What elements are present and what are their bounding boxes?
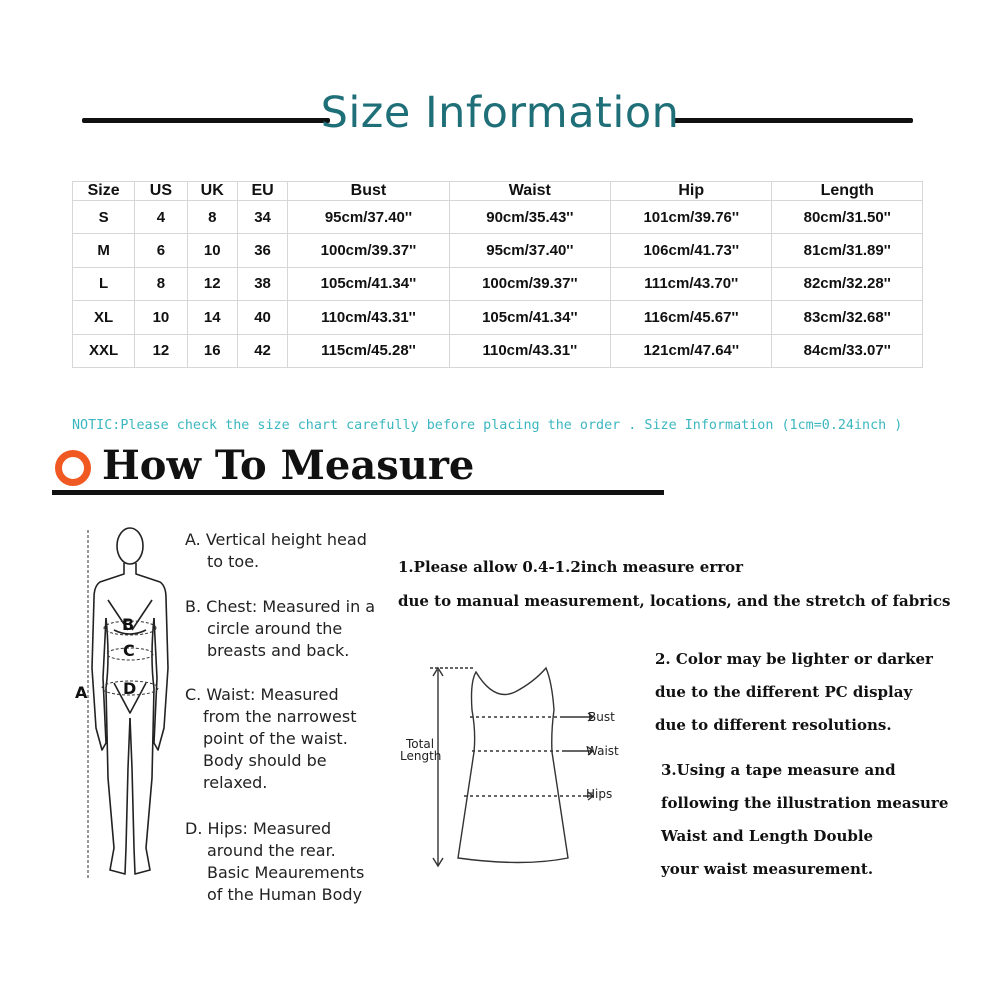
total-label-2: Length xyxy=(400,749,442,763)
table-cell: 8 xyxy=(187,201,237,234)
table-cell: XXL xyxy=(73,334,135,367)
column-header: EU xyxy=(237,182,287,201)
note-3-line-2: following the illustration measure xyxy=(661,794,949,812)
table-row xyxy=(73,334,923,367)
table-cell: 38 xyxy=(237,267,287,300)
definition-line: Body should be xyxy=(203,751,327,770)
table-cell: 84cm/33.07'' xyxy=(772,334,923,367)
table-cell: 110cm/43.31'' xyxy=(449,334,610,367)
size-notice: NOTIC:Please check the size chart carefully before placing the order . Size Information (1cm=0.24inch ) xyxy=(72,418,903,433)
table-cell: 95cm/37.40'' xyxy=(449,234,610,267)
note-3-line-4: your waist measurement. xyxy=(661,860,874,878)
table-cell: 111cm/43.70'' xyxy=(611,267,772,300)
section-title: How To Measure xyxy=(102,442,475,489)
table-cell: L xyxy=(73,267,135,300)
column-header: Bust xyxy=(288,182,449,201)
table-row xyxy=(73,201,923,234)
label-b: B xyxy=(122,615,135,634)
table-cell: 6 xyxy=(135,234,187,267)
definition-line: circle around the xyxy=(207,619,343,638)
table-cell: 40 xyxy=(237,301,287,334)
table-cell: 105cm/41.34'' xyxy=(449,301,610,334)
table-cell: 101cm/39.76'' xyxy=(611,201,772,234)
table-cell: 34 xyxy=(237,201,287,234)
dress-diagram-illustration xyxy=(398,662,630,872)
label-a: A xyxy=(75,683,88,702)
table-cell: 82cm/32.28'' xyxy=(772,267,923,300)
table-cell: 10 xyxy=(135,301,187,334)
table-cell: 81cm/31.89'' xyxy=(772,234,923,267)
table-cell: 106cm/41.73'' xyxy=(611,234,772,267)
table-cell: 80cm/31.50'' xyxy=(772,201,923,234)
note-2-line-2: due to the different PC display xyxy=(655,683,913,701)
definition-line: A. Vertical height head xyxy=(185,530,367,549)
waist-label: Waist xyxy=(586,744,619,758)
table-cell: 121cm/47.64'' xyxy=(611,334,772,367)
table-cell: 110cm/43.31'' xyxy=(288,301,449,334)
table-cell: 100cm/39.37'' xyxy=(288,234,449,267)
label-c: C xyxy=(123,641,135,660)
definition-line: breasts and back. xyxy=(207,641,350,660)
bust-label: Bust xyxy=(588,710,615,724)
definition-line: B. Chest: Measured in a xyxy=(185,597,376,616)
table-cell: 42 xyxy=(237,334,287,367)
note-2-line-3: due to different resolutions. xyxy=(655,716,892,734)
table-cell: 115cm/45.28'' xyxy=(288,334,449,367)
definition-line: Basic Meaurements xyxy=(207,863,365,882)
size-table xyxy=(72,181,923,368)
body-figure-illustration xyxy=(70,518,190,893)
note-1-line-1: 1.Please allow 0.4-1.2inch measure error xyxy=(398,558,744,576)
definition-line: point of the waist. xyxy=(203,729,348,748)
table-cell: 95cm/37.40'' xyxy=(288,201,449,234)
table-cell: 36 xyxy=(237,234,287,267)
definition-line: relaxed. xyxy=(203,773,268,792)
table-cell: 100cm/39.37'' xyxy=(449,267,610,300)
definition-line: around the rear. xyxy=(207,841,336,860)
column-header: Hip xyxy=(611,182,772,201)
table-cell: 12 xyxy=(187,267,237,300)
table-cell: 4 xyxy=(135,201,187,234)
table-cell: 105cm/41.34'' xyxy=(288,267,449,300)
table-row xyxy=(73,267,923,300)
definition-d xyxy=(185,818,364,906)
column-header: US xyxy=(135,182,187,201)
label-d: D xyxy=(123,679,137,698)
definition-line: D. Hips: Measured xyxy=(185,819,332,838)
table-cell: S xyxy=(73,201,135,234)
hips-label: Hips xyxy=(586,787,613,801)
column-header: Waist xyxy=(449,182,610,201)
note-3-line-3: Waist and Length Double xyxy=(661,827,874,845)
table-cell: 12 xyxy=(135,334,187,367)
definition-line: C. Waist: Measured xyxy=(185,685,339,704)
circle-bullet-icon xyxy=(55,450,91,486)
table-cell: M xyxy=(73,234,135,267)
page-title: Size Information xyxy=(320,88,680,138)
definition-line: to toe. xyxy=(207,552,260,571)
table-row xyxy=(73,234,923,267)
table-cell: XL xyxy=(73,301,135,334)
definition-line: of the Human Body xyxy=(207,885,363,904)
table-cell: 10 xyxy=(187,234,237,267)
definition-line: from the narrowest xyxy=(203,707,357,726)
note-2-line-1: 2. Color may be lighter or darker xyxy=(655,650,933,668)
section-rule xyxy=(52,490,664,495)
table-cell: 8 xyxy=(135,267,187,300)
note-1-line-2: due to manual measurement, locations, and the stretch of fabrics xyxy=(398,592,951,610)
definition-c xyxy=(185,684,356,794)
column-header: Size xyxy=(73,182,135,201)
table-cell: 16 xyxy=(187,334,237,367)
table-header-row xyxy=(73,182,923,201)
table-cell: 90cm/35.43'' xyxy=(449,201,610,234)
table-row xyxy=(73,301,923,334)
column-header: UK xyxy=(187,182,237,201)
total-label-1: Total xyxy=(406,737,435,751)
column-header: Length xyxy=(772,182,923,201)
table-cell: 14 xyxy=(187,301,237,334)
table-cell: 83cm/32.68'' xyxy=(772,301,923,334)
definition-b xyxy=(185,596,375,662)
table-cell: 116cm/45.67'' xyxy=(611,301,772,334)
note-3-line-1: 3.Using a tape measure and xyxy=(661,761,896,779)
definition-a xyxy=(185,529,367,573)
